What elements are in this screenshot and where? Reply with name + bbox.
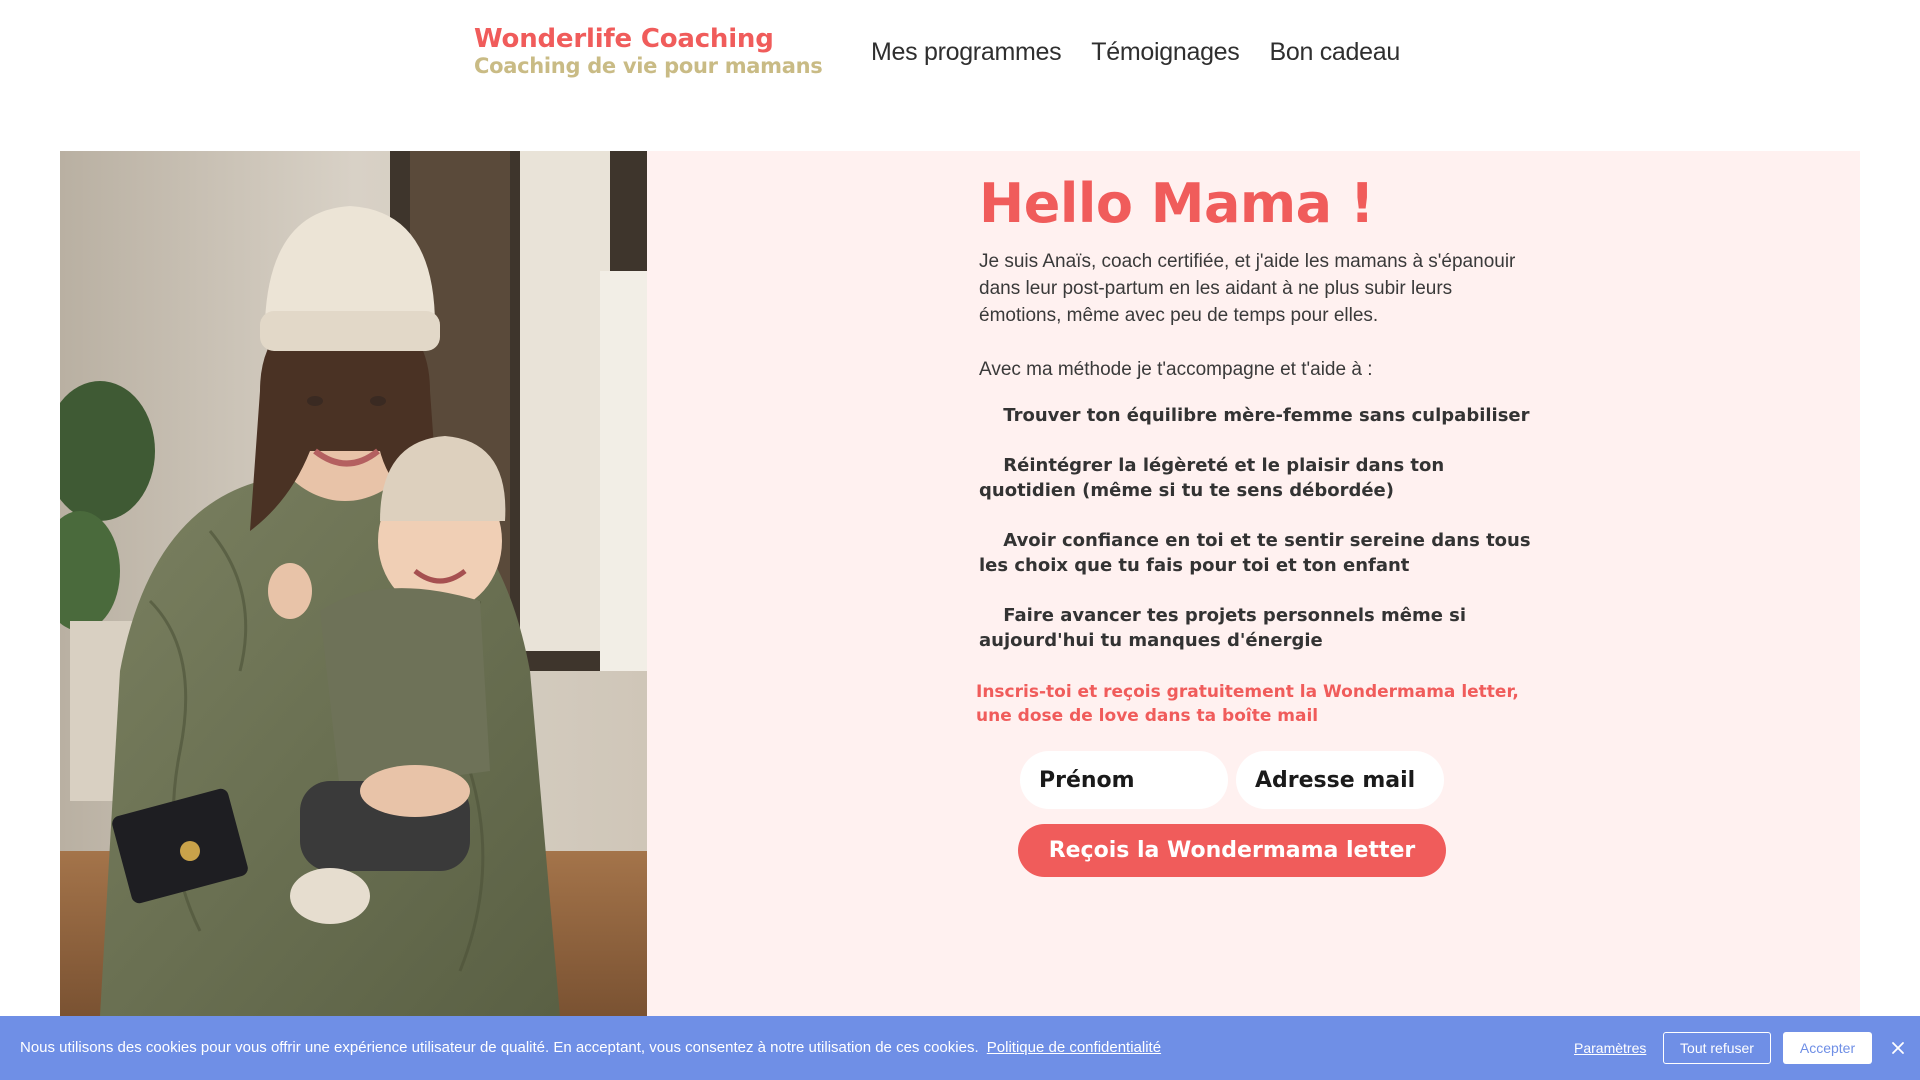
cookie-text	[20, 1039, 1161, 1056]
benefits-list	[979, 403, 1539, 653]
benefit-text: Trouver ton équilibre mère-femme sans culpabiliser	[1003, 405, 1530, 426]
privacy-policy-link[interactable]: Politique de confidentialité	[986, 1039, 1162, 1056]
newsletter-cta-text: Inscris-toi et reçois gratuitement la Wondermama letter, une dose de love dans ta boîte mail	[976, 682, 1519, 726]
email-input[interactable]	[1236, 751, 1444, 809]
nav-item-bon-cadeau[interactable]: Bon cadeau	[1269, 38, 1400, 66]
list-item	[979, 403, 1539, 428]
benefit-text: Réintégrer la légèreté et le plaisir dans ton quotidien (même si tu te sens débordée)	[979, 455, 1445, 501]
list-item	[979, 528, 1539, 578]
refuse-all-button[interactable]: Tout refuser	[1663, 1032, 1771, 1064]
subscribe-button[interactable]: Reçois la Wondermama letter	[1018, 824, 1446, 877]
close-icon[interactable]	[1885, 1035, 1911, 1061]
hero-photo	[60, 151, 647, 1016]
intro-text: Je suis Anaïs, coach certifiée, et j'aide les mamans à s'épanouir dans leur post-partum en les aidant à ne plus subir leurs émotions, même avec peu de temps pour elles.	[979, 251, 1516, 326]
main-nav	[871, 38, 1400, 67]
list-item	[979, 453, 1539, 503]
list-item	[979, 603, 1539, 653]
brand-logo[interactable]	[474, 24, 822, 78]
brand-title: Wonderlife Coaching	[474, 24, 774, 54]
first-name-input[interactable]	[1020, 751, 1228, 809]
cookie-settings-link[interactable]: Paramètres	[1574, 1040, 1647, 1056]
method-text: Avec ma méthode je t'accompagne et t'aide à :	[979, 359, 1373, 380]
cookie-banner	[0, 1016, 1920, 1080]
page-title: Hello Mama !	[979, 172, 1375, 235]
nav-item-programmes[interactable]: Mes programmes	[871, 38, 1062, 66]
accept-button[interactable]: Accepter	[1783, 1032, 1872, 1064]
benefit-text: Faire avancer tes projets personnels même si aujourd'hui tu manques d'énergie	[979, 605, 1467, 651]
brand-subtitle: Coaching de vie pour mamans	[474, 54, 823, 78]
hero-content	[979, 172, 1539, 678]
nav-item-temoignages[interactable]: Témoignages	[1091, 38, 1240, 66]
cookie-message: Nous utilisons des cookies pour vous offrir une expérience utilisateur de qualité. En acceptant, vous consentez à notre utilisation de ces cookies.	[20, 1039, 979, 1056]
benefit-text: Avoir confiance en toi et te sentir sereine dans tous les choix que tu fais pour toi et ton enfant	[979, 530, 1531, 576]
mother-and-baby-photo-icon	[60, 151, 647, 1016]
